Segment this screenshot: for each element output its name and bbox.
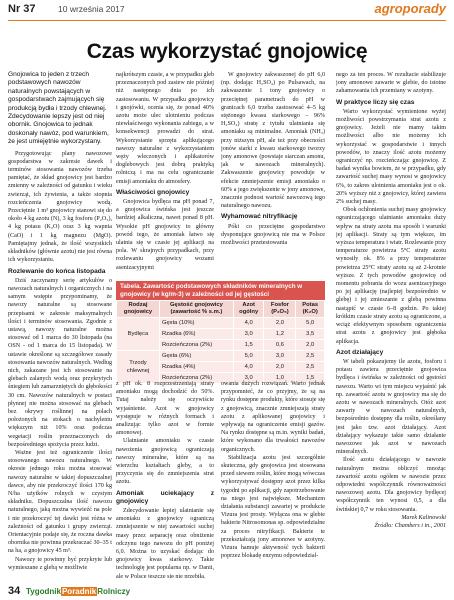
logo-part: Rolniczy [97,587,131,596]
subheading: W praktyce liczy się czas [336,98,415,106]
paragraph: z pH ok. 8 rozprzestrzeniają straty amoniaku mogą dochodzić do 50%. Tutaj należy się oczywiście wyjaśnienie. Azot w gnojowicy występuje w różnych formach i analizując tylko azot w formie amonowej. [116,381,214,437]
paragraph: nego za ten proces. W rezultacie stabilizuje jony amonowe zawarte w glebie, do istotne zahamowania ich przemiany w azotyny. [336,72,446,95]
table-cell: 1,2 [264,329,296,340]
subheading: Amoniak uciekający z gnojowicy [116,489,214,505]
logo-part: Tygodnik [26,587,61,596]
paragraph: Przygotowując plany nawozowe gospodarstwa w zakresie dawek i terminów stosowania nawozów trzeba pamiętać, że skład gnojowicy jest bardzo zmienny w zależności od gatunku i wieku zwierząt, ich żywienia, a także stopnia rozcieńczenia gnojowicy wodą. Przeciętnie 1 m³ gnojowicy stanowi się do około 4 kg azotu (N), 3 kg fosforu (P₂O₅), 4 kg potasu (K₂O) oraz 3 kg wapnia (CaO) i 1 kg magnezu (MgO). Pamiętajmy jednak, że ilość wszystkich składników (głównie azotu) nie jest równa ich wykorzystaniu. [8,150,112,264]
table-cell: 2,0 [264,362,296,373]
paragraph: Ważne jest też ograniczenie ilości stosowanego nawozu naturalnego. W okresie jednego roku można stosować nawozy naturalne w takiej dopuszczalnej dawce, aby nie przekroczyć ilości 170 kg N/ha użytków rolnych w czystym składniku. Dopuszczalna ilość nawozu naturalnego, jaką można wywieźć na pole i nie przekroczyć tej dawki jest różna w zależności od gatunku i grupy zwierząt. Orientacyjnie podaje się, że roczna dawka obornika nie powinna przekraczać 30–35 t na ha, a gnojowicy 45 m³. [8,449,112,555]
issue-date: 10 września 2017 [58,4,125,14]
table-cell: 1,0 [264,373,296,384]
subheading: Rozlewanie do końca listopada [8,267,106,275]
paragraph: Obok ochłonienia suchej masy gnojowicy ograniczającego ulatnianie amoniaku duży wpływ na straty azotu ma sposób i warunki jej aplikacji. Straty są tym większe, im wyższa temperatura i wiatr. Rozlewanie przy temperaturze powietrza 5°C straty azotu wynosiły ok. 8% a przy temperaturze powietrza 25°C straty azotu są aż 2-krotnie wyższe. Z tych powodów gnojowicę od momentu pobrania do wozu asenizacyjnego po jej aplikację (najlepiej bezpośrednio w glebę) i jej zmieszanie z glebą powinna nastąpić w czasie 6–8 godzin. Po takiej krótkim czasie straty azotu są ograniczone, a wciąż efektywnym sposobem ograniczenia strat azotu z gnojowicy jest głęboka aplikacja. [336,207,446,345]
table-row [117,351,325,362]
table-cell: 4,0 [233,362,264,373]
header-divider [8,20,446,21]
table-cell: 4,0 [233,318,264,329]
column-4 [336,71,446,578]
logo-part: Poradnik [61,587,97,596]
table-cell: Rozcieńczona (2%) [159,373,233,384]
page-number: 34 [8,585,21,597]
subheading: Wyhamować nitryfikację [221,213,298,221]
table-header: Potas (K₂O) [296,301,325,318]
author-name: Marek Kalinowski [401,514,446,521]
page-header [0,0,454,20]
column-3 [221,71,325,278]
article-title: Czas wykorzystać gnojowicę [86,40,368,63]
magazine-logo [26,587,130,596]
table-cell: 2,5 [296,351,325,362]
paragraph: Ilość azotu działającego w nawozie naturalnym można obliczyć mnożąc zawartość azotu ogółem w nawozie przez odpowiedni współczynnik równoważności nawozowej azotu. Dla gnojowicy bydlęcej współczynnik ten wynosi 0,5, a dla świńskiej 0,7 w roku stosowania. [336,457,446,513]
table-cell: Gęsta (10%) [159,318,233,329]
page-footer [0,583,454,600]
table-header: Rodzaj gnojowicy [117,301,160,318]
paragraph: W gnojowicy zakwaszonej do pH 6,0 (np. dodając H₂SO₄) po Pulsawach, na zakwaszenie 1 tony gnojowicy o przeciętnej parametrach do pH w granicach 6,0 trzeba zastosować 4–5 kg stężonego kwasu siarkowego – 96% H₂SO₄) stratę z tytułu ulatniania się amoniaku są minimalne. Amoniak (NH₃) przy niższym pH, ale też przy obecności jonów siarki z kwasu siarkowego tworzy jony amonowe (powstaje siarczan amonu, jak w nawozach mineralnych). Zakwaszenie gnojowicy powoduje w efekcie zmniejszenie emisji amoniaku o 60% a jego zwiększenie w jony amonowe, znacznie podnosi wartość nawozową tego naturalnego nawozu. [221,72,325,210]
paragraph: Stabilizacja azotu jest szczególnie skuteczna, gdy gnojowica jest stosowana przed siewem roślin, które mogą wówczas wykorzystywać dostępny azot przez kilka tygodni po aplikacji, gdy zapotrzebowanie na niego jest największe. Mechanizm działania substancji zawartej w produkcie Vizura jest prosty. Wyłącza ona w glebie bakterie Nitrosomonas sp. odpowiedzialne za proces nitryfikacji. Bakterie te przekształcają jony amonowe w azotyny. Vizura hamuje aktywność tych bakterii poprzez blokadę enzymu odpowiedzial- [221,454,325,560]
paragraph: najkrótszym czasie, a w przypadku gleb przeznaczonych pod zasiew nie później niż następnego dnia po ich zastosowaniu. W przypadku gnojowicy i gnojówki, ocenia się, że ponad 40% azotu może ulec ulotnieniu podczas niewłaściwego wykonania zabiegu, a w konsekwencji prowadzi do strat. Wykorzystanie sprzętu aplikującego nawozy naturalne z wykorzystaniem węży wleczonych i aplikatorów doglebowych jest dobrą praktyką rolniczą i ma na celu ograniczanie emisji amoniaku do atmosfery. [116,72,214,185]
table-cell: 2,0 [264,318,296,329]
table-cell: Gęsta (6%) [159,351,233,362]
source-note: Źródło: Chambers i in., 2001 [374,522,446,529]
table-cell: 5,0 [233,351,264,362]
paragraph: Zdecydowanie lepiej ulatnianie się amoniaku z gnojowicy ograniczą zmniejszenie w niej zawartości suchej masy przez separację oraz obniżenie odczynu tego nawozu do pH poniżej 6,0. Można to uzyskać dodając do gnojowicy kwas siarkowy. Takie technologię jest popularna np. w Danii, ale w Polsce jeszcze się nie przebiła. [116,508,214,578]
column-2 [116,71,214,278]
table-header-row [117,301,325,318]
table-cell: Rozcieńczona (2%) [159,340,233,351]
column-1 [8,71,112,578]
table-cell: Rzadka (4%) [159,362,233,373]
paragraph: Póki co przeciętne gospodarstwo dysponujące gnojowicą nie ma w Polsce możliwości przetestowania [221,223,325,247]
nutrient-table [116,281,325,382]
article-lead: Gnojowica to jeden z trzech podstawowych nawozów naturalnych powstających w gospodarstwach zajmujących się produkcją bydła i trzody chlewnej. Zdecydowanie lepszy jest od niej obornik. Gnojowica to jednak doskonały nawóz, pod warunkiem, że jest umiejętnie wykorzystany. [8,71,109,146]
table-cell: 5,0 [296,318,325,329]
paragraph: Nawozy te powinny być przykryte lub wymieszane z glebą w możliwie [8,556,112,571]
table-title: Tabela. Zawartość podstawowych składników mineralnych w gnojowicy (w kg/m-3) w zależności od jej gęstości [116,281,325,300]
paragraph: Gnojowica bydlęca ma pH ponad 7, a gnojowica świńska jest jeszcze bardziej alkaliczna, nawet ponad 8 pH. Wysokie pH gnojowicy to główny powód tego, że amoniak łatwo się ulatnia się w czasie jej aplikacji na pola. W skrajnych przypadkach, przy rozlewaniu gnojowicy wozami asenizacyjnymi [116,199,214,271]
table-cell: 3,0 [233,329,264,340]
table-cell: 1,5 [296,373,325,384]
column-3-lower [221,380,325,578]
table-grid [116,300,325,384]
paragraph: Dziś zaczynamy serię artykułów o nawozach naturalnych i organicznych i na samym wstępie przypominamy, że nawozy naturalne są stosowane przepisami w zakresie maksymalnych ilości i terminów stosowania. Zgodnie z ustawą, nawozy naturalne można stosować od 1 marca do 30 listopada (na OSN - od 1 marca do 15 listopada). W ustawie określone są szczegółowe zasady stosowania nawozów naturalnych. Według nich, zakazane jest ich stosowanie na glebach zalanych wodą oraz przykrytych śniegiem lub zamarzniętych do głębokości 30 cm. Nawozów naturalnych w postaci płynnej nie można stosować na glebach bez okrywy roślinnej na polach położonych na stokach o nachyleniu większym niż 10% oraz podczas wegetacji roślin przeznaczonych do bezpośredniego spożycia przez ludzi. [8,277,112,448]
section-brand: agroporady [374,1,446,16]
subheading: Właściwości gnojowicy [116,188,190,196]
paragraph: W tabeli pokazujemy ile azotu, fosforu i potasu zawiera przeciętnie gnojowica bydlęca i świńska w zależności od gęstości nawozu. Warto wi tym miejscu wyjaśnić jak np. zawartość azotu w gnojowicy ma się do azotu w nawozach mineralnych. Otóż azot zawarty w nawozach naturalnych, bezpośrednio dostępny dla roślin, określany jest jako tzw. azot działający. Azot działający wykazuje takie samo działanie nawozowe jak azot w nawozach mineralnych. [336,358,446,456]
table-group-label: Bydlęca [117,318,160,351]
paragraph: owania dużych rozwiązań. Warto jednak przypomnieć, że co przyjmy, że są na rynku dostępne produkty, które stosuje się z gnojowicą, znacznie zmniejszają straty azotu z aplikowanej gnojowicy i wpływają na ograniczenie emisji gazów. Na rynku dostępne są m.in. wyniki badań, które wykonano dla trwałości nawozów organicznych. [221,381,325,453]
table-cell: 3,0 [233,373,264,384]
table-cell: 2,5 [296,362,325,373]
table-group-label: Trzody chlewnej [117,351,160,384]
table-cell: Rzadka (6%) [159,329,233,340]
issue-number: Nr 37 [8,3,36,15]
table-cell: 2,0 [296,340,325,351]
paragraph: Ulatnianie amoniaku w czasie nawożenia gnojowicą ograniczają nawozy mineralne, które są na wierzchu kształtach gleby, a to przyczynia się do zmniejszenia strat azotu. [116,438,214,486]
table-header: Gęstość gnojowicy (zawartość % s.m.) [159,301,233,318]
table-cell: 3,5 [296,329,325,340]
paragraph: Warto wykorzystać wymienione wyżej możliwości powstrzymania strat azotu z gnojowicy. Jeżeli nie mamy takim możliwości albo nie możemy ich wykorzystać w gospodarstwie i innych powodów, to znaczy ilość azotu możemy ograniczyć np. rozcieńczając gnojowicę. Z badań wynika bowiem, że w przypadku, gdy zawartość suchej masy wynosi w gnojowicy 6%, to zakres ulotnienia amoniaku jest o ok. 20% wyższy niż z gnojowicy, której zawiera 2% suchej masy. [336,108,446,206]
column-2-lower [116,380,214,578]
table-cell: 0,6 [264,340,296,351]
table-row [117,318,325,329]
table-cell: 3,0 [264,351,296,362]
table-header: Fosfor (P₂O₅) [264,301,296,318]
subheading: Azot działający [336,348,384,356]
table-header: Azot ogólny [233,301,264,318]
table-cell: 1,5 [233,340,264,351]
